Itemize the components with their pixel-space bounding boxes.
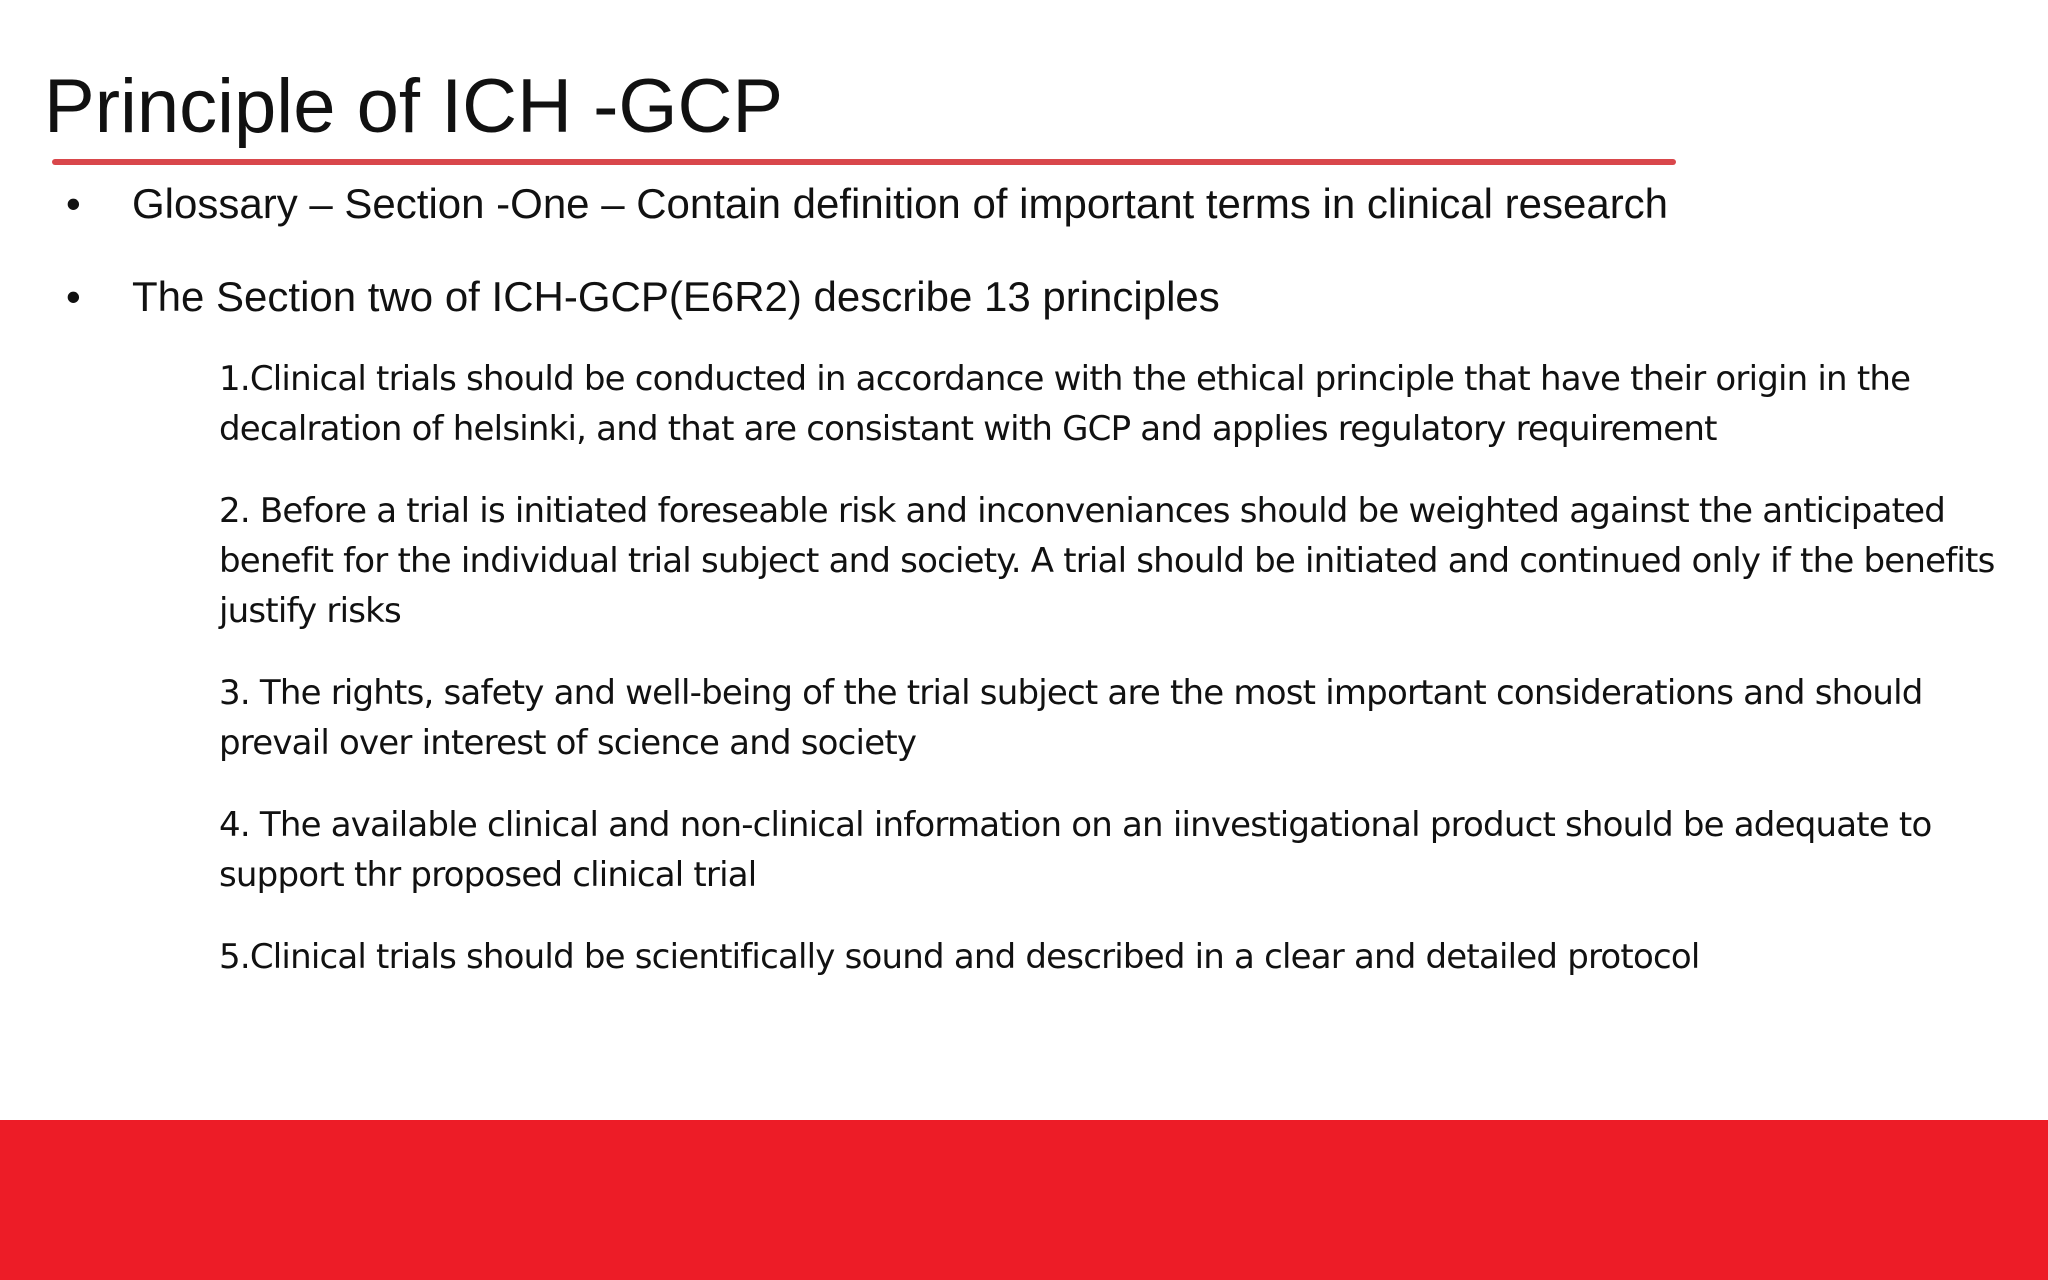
principle-item: 1.Clinical trials should be conducted in accordance with the ethical principle that have their origin in the decalration of helsinki, and that are consistant with GCP and applies regulatory requirement — [219, 359, 1911, 449]
principle-item: 2. Before a trial is initiated foreseable risk and inconveniances should be weighted against the anticipated benefit for the individual trial subject and society. A trial should be initiated and continued only if the benefits justify risks — [219, 491, 1995, 631]
principle-item: 5.Clinical trials should be scientifically sound and described in a clear and detailed protocol — [219, 937, 1700, 977]
bullet-text: Glossary – Section -One – Contain definition of important terms in clinical research — [132, 180, 1669, 227]
bullet-text: The Section two of ICH-GCP(E6R2) describe 13 principles — [132, 273, 1220, 320]
bullet-dot-icon: • — [66, 180, 81, 227]
slide-title: Principle of ICH -GCP — [44, 64, 784, 149]
title-underline — [52, 159, 1676, 165]
bullet-dot-icon: • — [66, 273, 81, 320]
principle-item: 4. The available clinical and non-clinical information on an iinvestigational product should be adequate to support thr proposed clinical trial — [219, 805, 1932, 895]
principle-item: 3. The rights, safety and well-being of the trial subject are the most important considerations and should prevail over interest of science and society — [219, 673, 1923, 763]
footer-band — [0, 1120, 2048, 1280]
principles-list — [219, 354, 2029, 982]
